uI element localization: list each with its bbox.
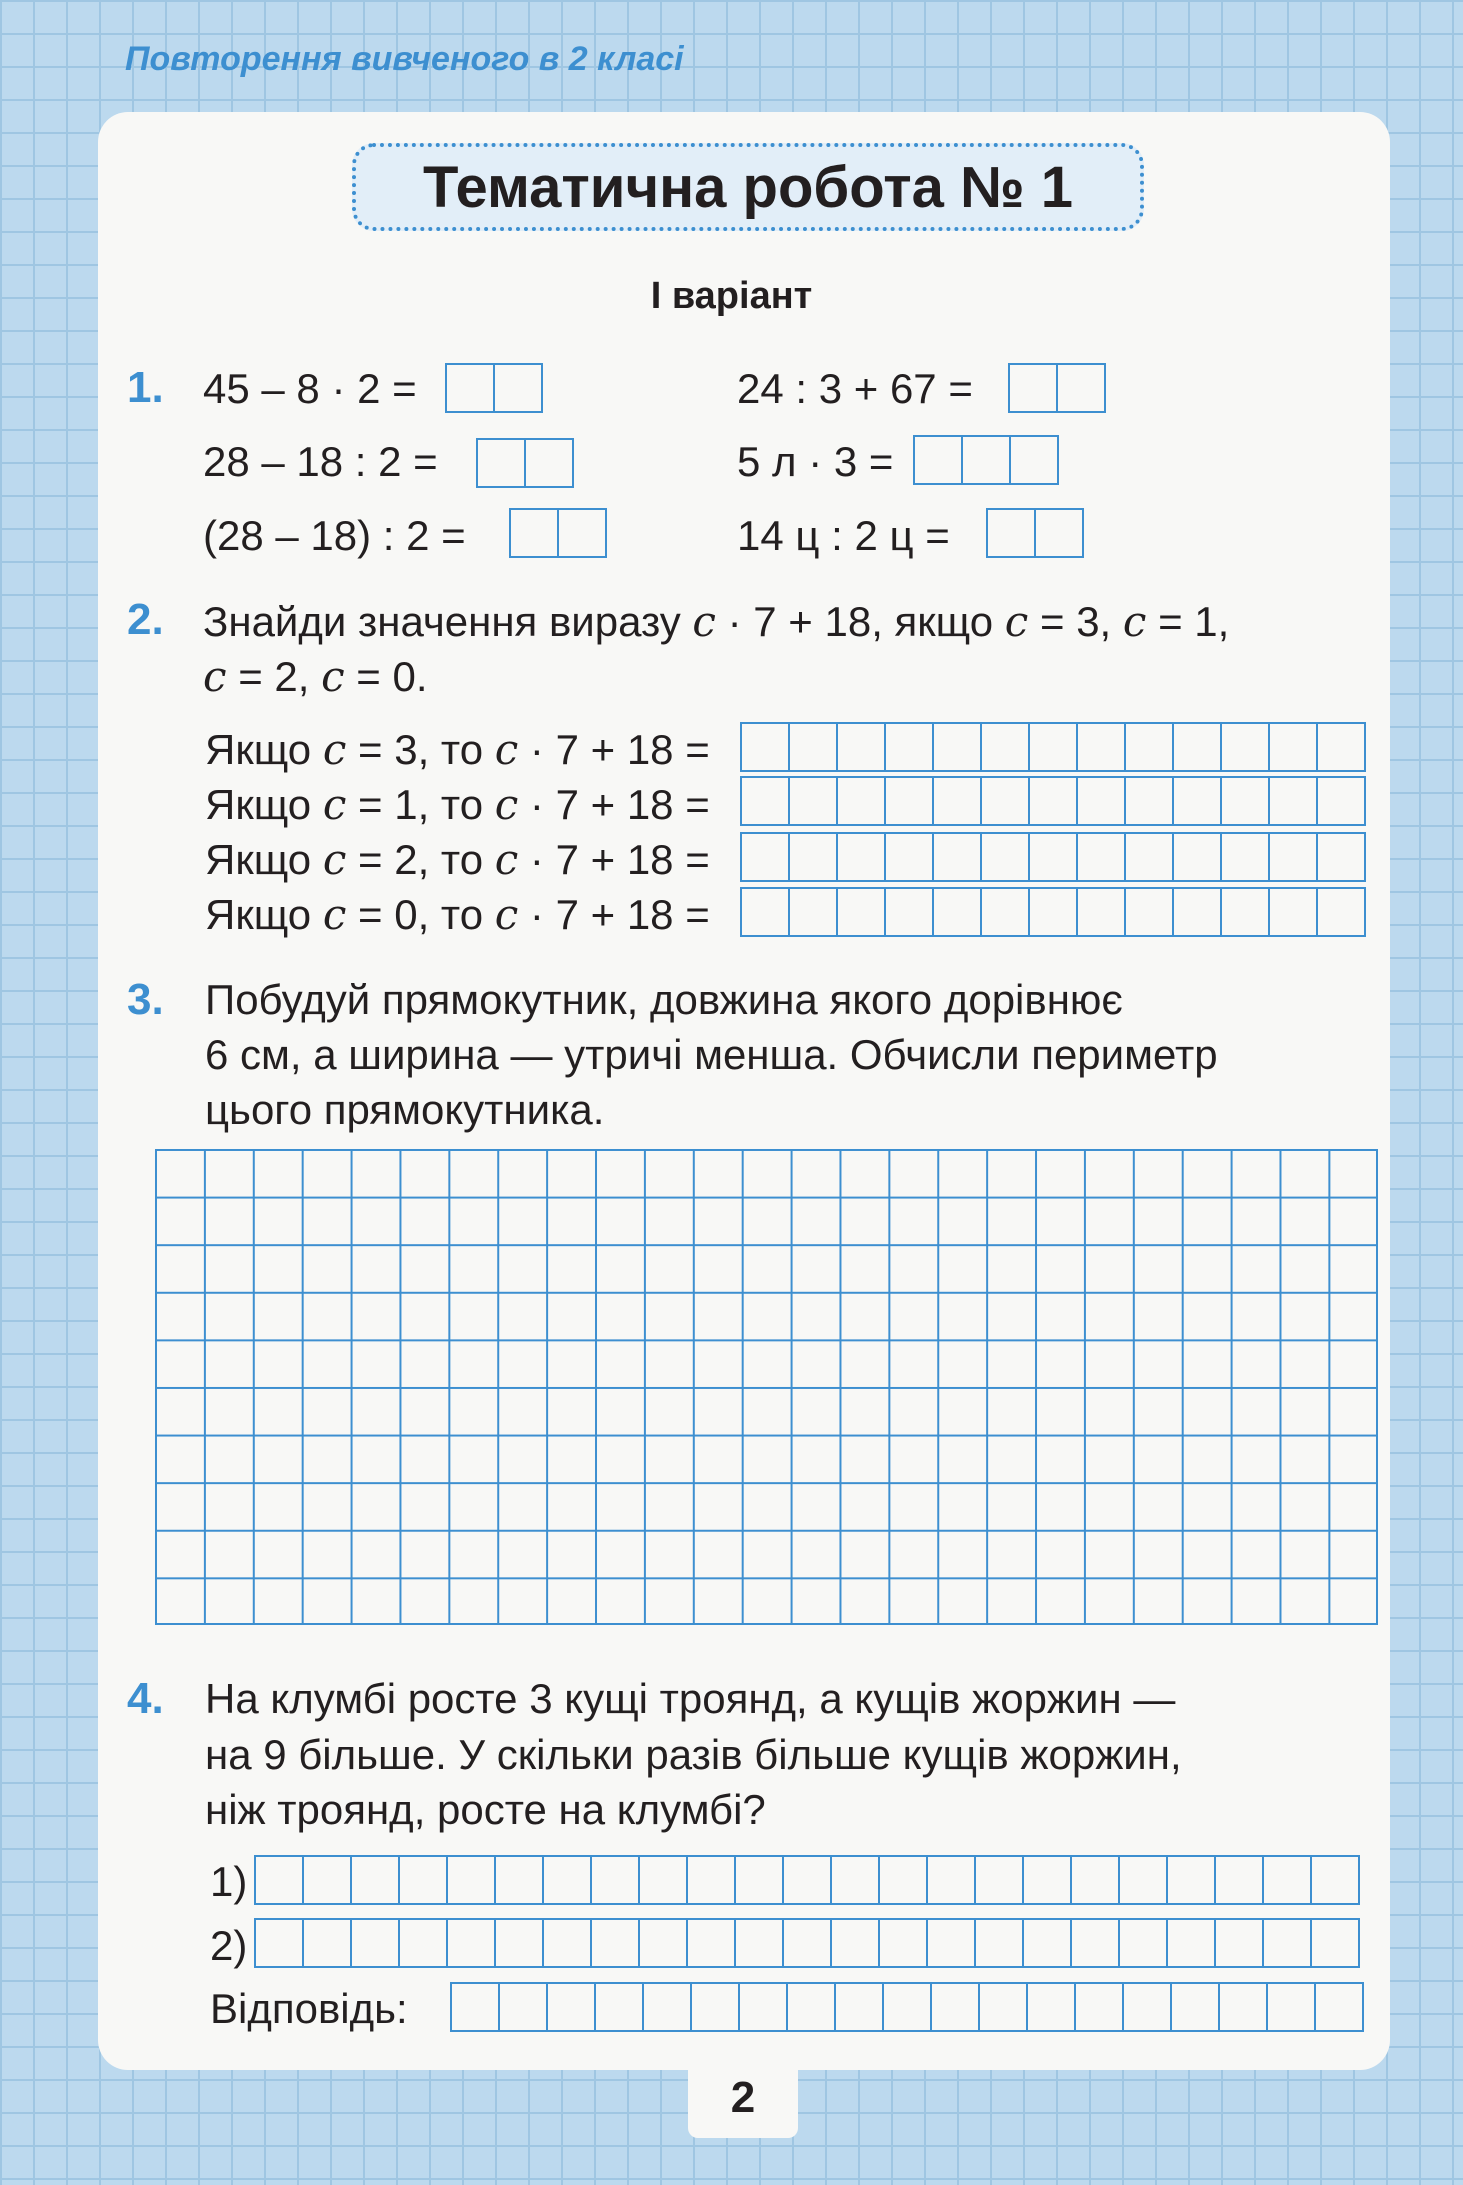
answer-boxes[interactable] [256,1855,1360,1903]
answer-boxes[interactable] [447,363,543,411]
task-2-case: Якщо c = 3, то c · 7 + 18 = [205,725,710,774]
page-number: 2 [730,2073,756,2122]
step-2-label: 2) [210,1922,248,1969]
task-3-number: 3. [127,975,164,1024]
answer-boxes[interactable] [452,1982,1364,2030]
task-2-text: c = 2, c = 0. [203,652,428,701]
step-1-label: 1) [210,1858,248,1905]
task-4-text: ніж троянд, росте на клумбі? [205,1786,766,1833]
answer-boxes[interactable] [478,438,574,486]
task-1-expression: 24 : 3 + 67 = [737,365,973,412]
answer-boxes[interactable] [742,887,1366,935]
task-3-text: Побудуй прямокутник, довжина якого дорівнює [205,976,1123,1023]
task-4-text: на 9 більше. У скільки разів більше кущів жоржин, [205,1731,1182,1778]
task-2-case: Якщо c = 2, то c · 7 + 18 = [205,835,710,884]
answer-boxes[interactable] [742,832,1366,880]
task-2-case: Якщо c = 0, то c · 7 + 18 = [205,890,710,939]
answer-label: Відповідь: [210,1985,408,2032]
task-2-case: Якщо c = 1, то c · 7 + 18 = [205,780,710,829]
task-4-text: На клумбі росте 3 кущі троянд, а кущів жоржин — [205,1675,1176,1722]
page-title: Тематична робота № 1 [352,143,1144,231]
drawing-grid[interactable] [155,1149,1378,1625]
answer-boxes[interactable] [742,776,1366,824]
variant-heading: І варіант [650,275,813,317]
answer-boxes[interactable] [988,508,1084,556]
answer-boxes[interactable] [256,1918,1360,1966]
section-header: Повторення вивченого в 2 класі [125,40,684,78]
task-1-expression: 5 л · 3 = [737,438,894,485]
task-3-text: цього прямокутника. [205,1086,605,1133]
task-3-text: 6 см, а ширина — утричі менша. Обчисли периметр [205,1031,1218,1078]
task-1-expression: 14 ц : 2 ц = [737,512,950,559]
task-1-expression: 28 – 18 : 2 = [203,438,438,485]
task-2-text: Знайди значення виразу c · 7 + 18, якщо c = 3, c = 1, [203,597,1230,646]
task-4-number: 4. [127,1674,164,1723]
task-1-expression: (28 – 18) : 2 = [203,512,466,559]
answer-boxes[interactable] [915,435,1059,483]
task-2-number: 2. [127,595,164,644]
answer-boxes[interactable] [1010,363,1106,411]
task-1-expression: 45 – 8 · 2 = [203,365,417,412]
answer-boxes[interactable] [742,722,1366,770]
answer-boxes[interactable] [511,508,607,556]
task-1-number: 1. [127,363,164,412]
